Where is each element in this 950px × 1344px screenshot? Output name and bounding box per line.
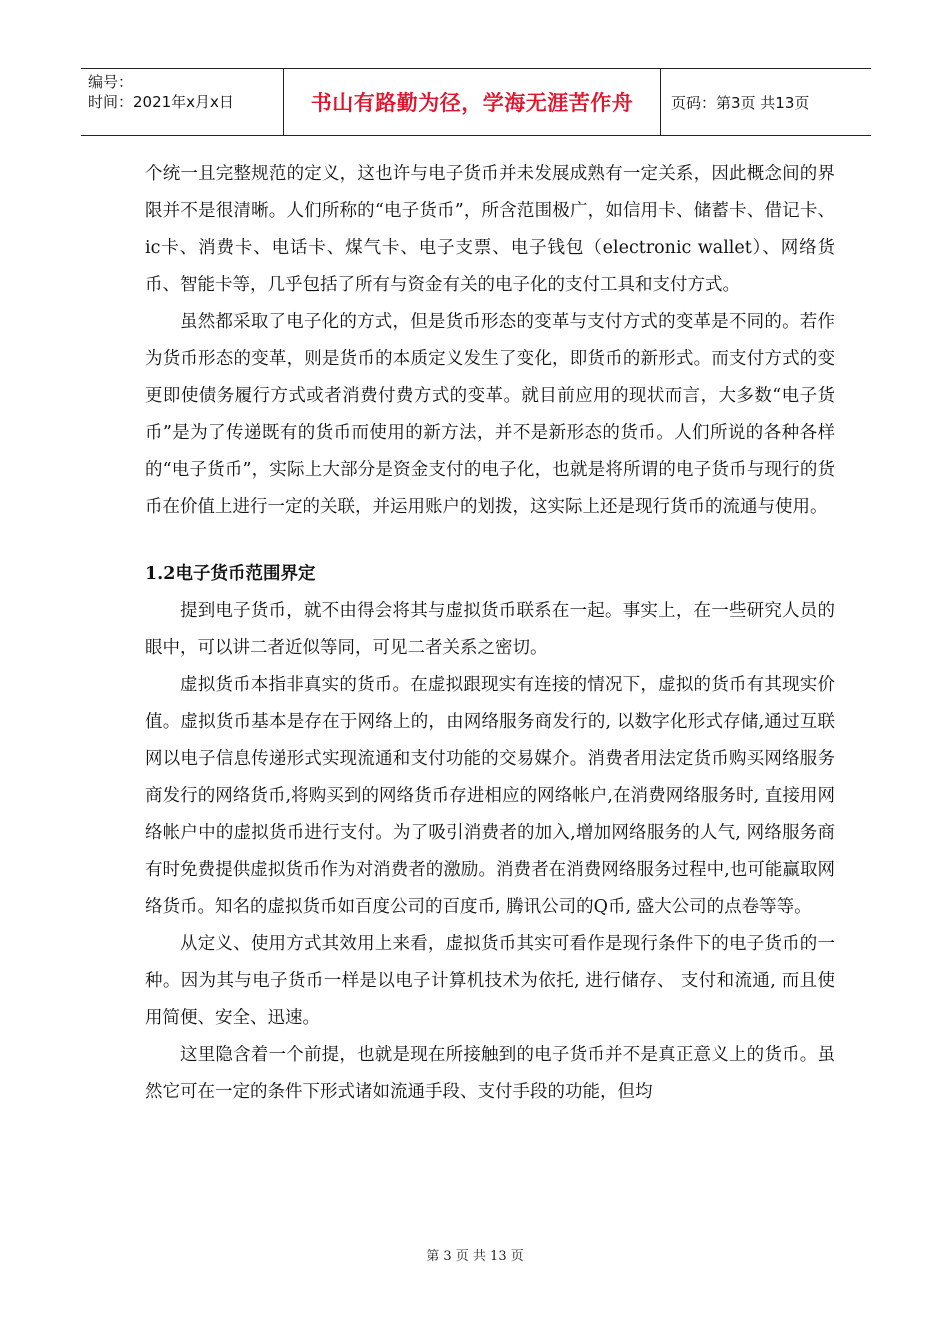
section-heading: 1.2电子货币范围界定 bbox=[145, 564, 316, 584]
document-number-label: 编号： bbox=[88, 73, 134, 91]
page-footer: 第 3 页 共 13 页 bbox=[426, 1249, 524, 1264]
header-meta-cell bbox=[81, 69, 283, 135]
section-paragraph: 这里隐含着一个前提，也就是现在所接触到的电子货币并不是真正意义上的货币。虽然它可在一定的条件下形式诸如流通手段、支付手段的功能，但均 bbox=[145, 1045, 835, 1102]
document-body bbox=[145, 156, 835, 1111]
header-page-code: 页码：第3页 共13页 bbox=[671, 93, 810, 112]
section-paragraph: 提到电子货币，就不由得会将其与虚拟货币联系在一起。事实上，在一些研究人员的眼中，可以讲二者近似等同，可见二者关系之密切。 bbox=[145, 601, 835, 658]
section-paragraph: 虚拟货币本指非真实的货币。在虚拟跟现实有连接的情况下，虚拟的货币有其现实价值。虚拟货币基本是存在于网络上的，由网络服务商发行的, 以数字化形式存储,通过互联网以电子信息传递形式实现流通和支付功能的交易媒介。消费者用法定货币购买网络服务商发行的网络货币,将购买到的网络货币存进相应的网络帐户,在消费网络服务时, 直接用网络帐户中的虚拟货币进行支付。为了吸引消费者的加入,增加网络服务的人气, 网络服务商有时免费提供虚拟货币作为对消费者的激励。消费者在消费网络服务过程中,也可能赢取网络货币。知名的虚拟货币如百度公司的百度币, 腾讯公司的Q币, 盛大公司的点卷等等。 bbox=[145, 675, 835, 917]
header-motto: 书山有路勤为径，学海无涯苦作舟 bbox=[283, 69, 661, 135]
body-paragraph: 虽然都采取了电子化的方式，但是货币形态的变革与支付方式的变革是不同的。若作为货币形态的变革，则是货币的本质定义发生了变化，即货币的新形式。而支付方式的变更即使债务履行方式或者消费付费方式的变革。就目前应用的现状而言，大多数“电子货币”是为了传递既有的货币而使用的新方法，并不是新形态的货币。人们所说的各种各样的“电子货币”，实际上大部分是资金支付的电子化，也就是将所谓的电子货币与现行的货币在价值上进行一定的关联，并运用账户的划拨，这实际上还是现行货币的流通与使用。 bbox=[145, 312, 835, 517]
section-paragraph: 从定义、使用方式其效用上来看，虚拟货币其实可看作是现行条件下的电子货币的一种。因为其与电子货币一样是以电子计算机技术为依托, 进行储存、 支付和流通, 而且使用简便、安全、迅速。 bbox=[145, 934, 835, 1028]
document-header bbox=[81, 68, 871, 136]
body-paragraph: 个统一且完整规范的定义，这也许与电子货币并未发展成熟有一定关系，因此概念间的界限并不是很清晰。人们所称的“电子货币”，所含范围极广，如信用卡、储蓄卡、借记卡、ic卡、消费卡、电话卡、煤气卡、电子支票、电子钱包（electronic wallet）、网络货币、智能卡等，几乎包括了所有与资金有关的电子化的支付工具和支付方式。 bbox=[145, 164, 835, 295]
document-date-label: 时间：2021年x月x日 bbox=[88, 93, 234, 111]
